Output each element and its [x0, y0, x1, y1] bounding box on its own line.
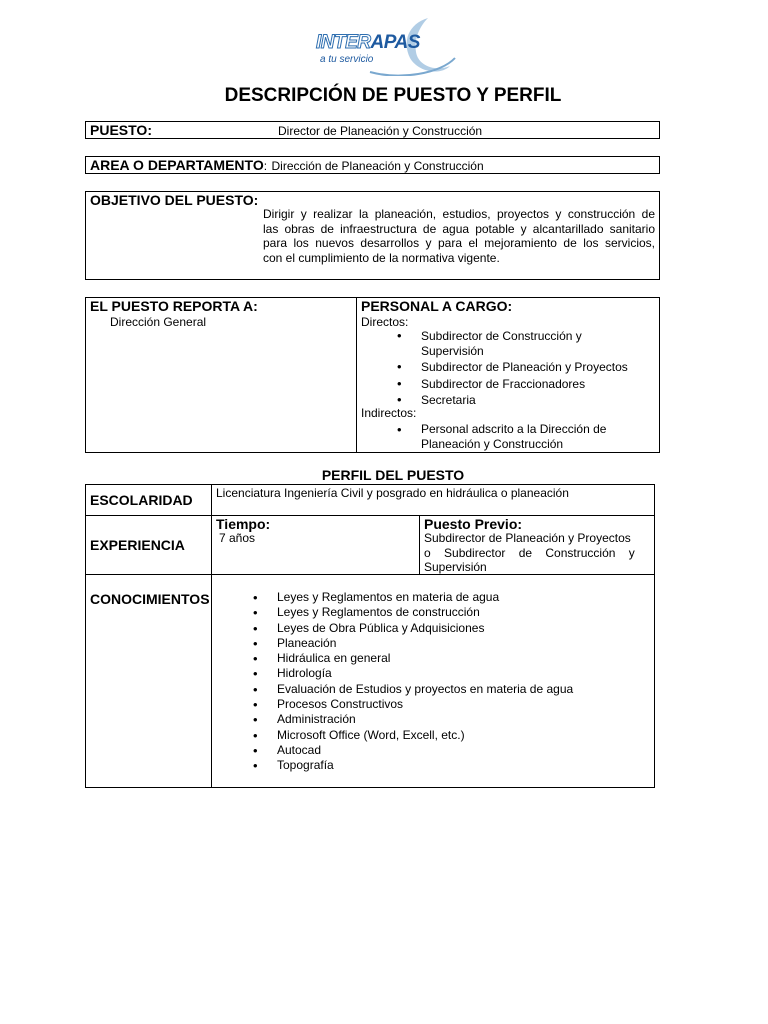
logo-tagline: a tu servicio: [320, 54, 374, 65]
list-item: • Procesos Constructivos: [277, 697, 647, 712]
conocimientos-list: [277, 590, 647, 774]
page-title: DESCRIPCIÓN DE PUESTO Y PERFIL: [224, 85, 562, 106]
indirectos-list: [421, 422, 651, 452]
indirectos-label: Indirectos:: [361, 406, 417, 420]
list-item: • Administración: [277, 712, 647, 727]
reporta-value: Dirección General: [110, 315, 207, 329]
puesto-label: PUESTO:: [90, 122, 152, 138]
area-label: AREA O DEPARTAMENTO: [90, 157, 264, 173]
list-item: • Topografía: [277, 758, 647, 773]
objetivo-line: Dirigir y realizar la planeación, estudios, proyectos y construcción de: [263, 207, 655, 221]
previo-text: Subdirector de Planeación y Proyectos o Subdirector de Construcción y Supervisión: [424, 531, 635, 574]
objetivo-line: las obras de infraestructura de agua potable y alcantarillado sanitario: [263, 221, 655, 236]
list-item: • Microsoft Office (Word, Excell, etc.): [277, 728, 647, 743]
list-item: • Subdirector de Construcción y Supervisión: [421, 329, 651, 358]
puesto-row: [85, 121, 660, 139]
puesto-value: Director de Planeación y Construcción: [278, 124, 483, 138]
area-value: Dirección de Planeación y Construcción: [271, 159, 484, 173]
tiempo-value: 7 años: [219, 531, 256, 545]
list-item: • Subdirector de Fraccionadores: [421, 377, 651, 392]
area-row: [85, 156, 660, 174]
tiempo-label: Tiempo:: [216, 516, 271, 532]
list-item: • Secretaria: [421, 393, 651, 408]
previo-label: Puesto Previo:: [424, 516, 523, 532]
objetivo-line: para los nuevos desarrollos y para el mejoramiento de los servicios,: [263, 236, 655, 250]
logo-text-inter: INTER: [316, 32, 371, 53]
list-item: • Autocad: [277, 743, 647, 758]
list-item: • Leyes y Reglamentos en materia de agua: [277, 590, 647, 605]
objetivo-line: con el cumplimiento de la normativa vigente.: [263, 250, 500, 265]
reporta-label: EL PUESTO REPORTA A:: [90, 298, 258, 314]
perfil-table: [85, 484, 655, 788]
personal-label: PERSONAL A CARGO:: [361, 298, 513, 314]
directos-list: [421, 329, 651, 408]
logo-text-apas: APAS: [370, 32, 420, 53]
list-item: • Evaluación de Estudios y proyectos en materia de agua: [277, 682, 647, 697]
escolaridad-value: Licenciatura Ingeniería Civil y posgrado en hidráulica o planeación: [216, 486, 569, 500]
area-colon: :: [263, 159, 268, 173]
objetivo-text: [263, 207, 655, 265]
list-item: • Hidrología: [277, 666, 647, 681]
list-item: • Planeación: [277, 636, 647, 651]
list-item: • Subdirector de Planeación y Proyectos: [421, 360, 651, 375]
directos-label: Directos:: [361, 315, 409, 329]
conocimientos-label: CONOCIMIENTOS: [90, 591, 210, 607]
escolaridad-label: ESCOLARIDAD: [90, 492, 193, 508]
list-item: • Personal adscrito a la Dirección de Planeación y Construcción: [421, 422, 651, 452]
list-item: • Hidráulica en general: [277, 651, 647, 666]
objetivo-box: [85, 191, 660, 280]
experiencia-label: EXPERIENCIA: [90, 537, 185, 553]
perfil-title: PERFIL DEL PUESTO: [321, 467, 465, 483]
list-item: • Leyes de Obra Pública y Adquisiciones: [277, 621, 647, 636]
list-item: • Leyes y Reglamentos de construcción: [277, 605, 647, 620]
reporta-personal-box: [85, 297, 660, 453]
logo: [310, 14, 460, 76]
objetivo-label: OBJETIVO DEL PUESTO:: [90, 192, 259, 208]
